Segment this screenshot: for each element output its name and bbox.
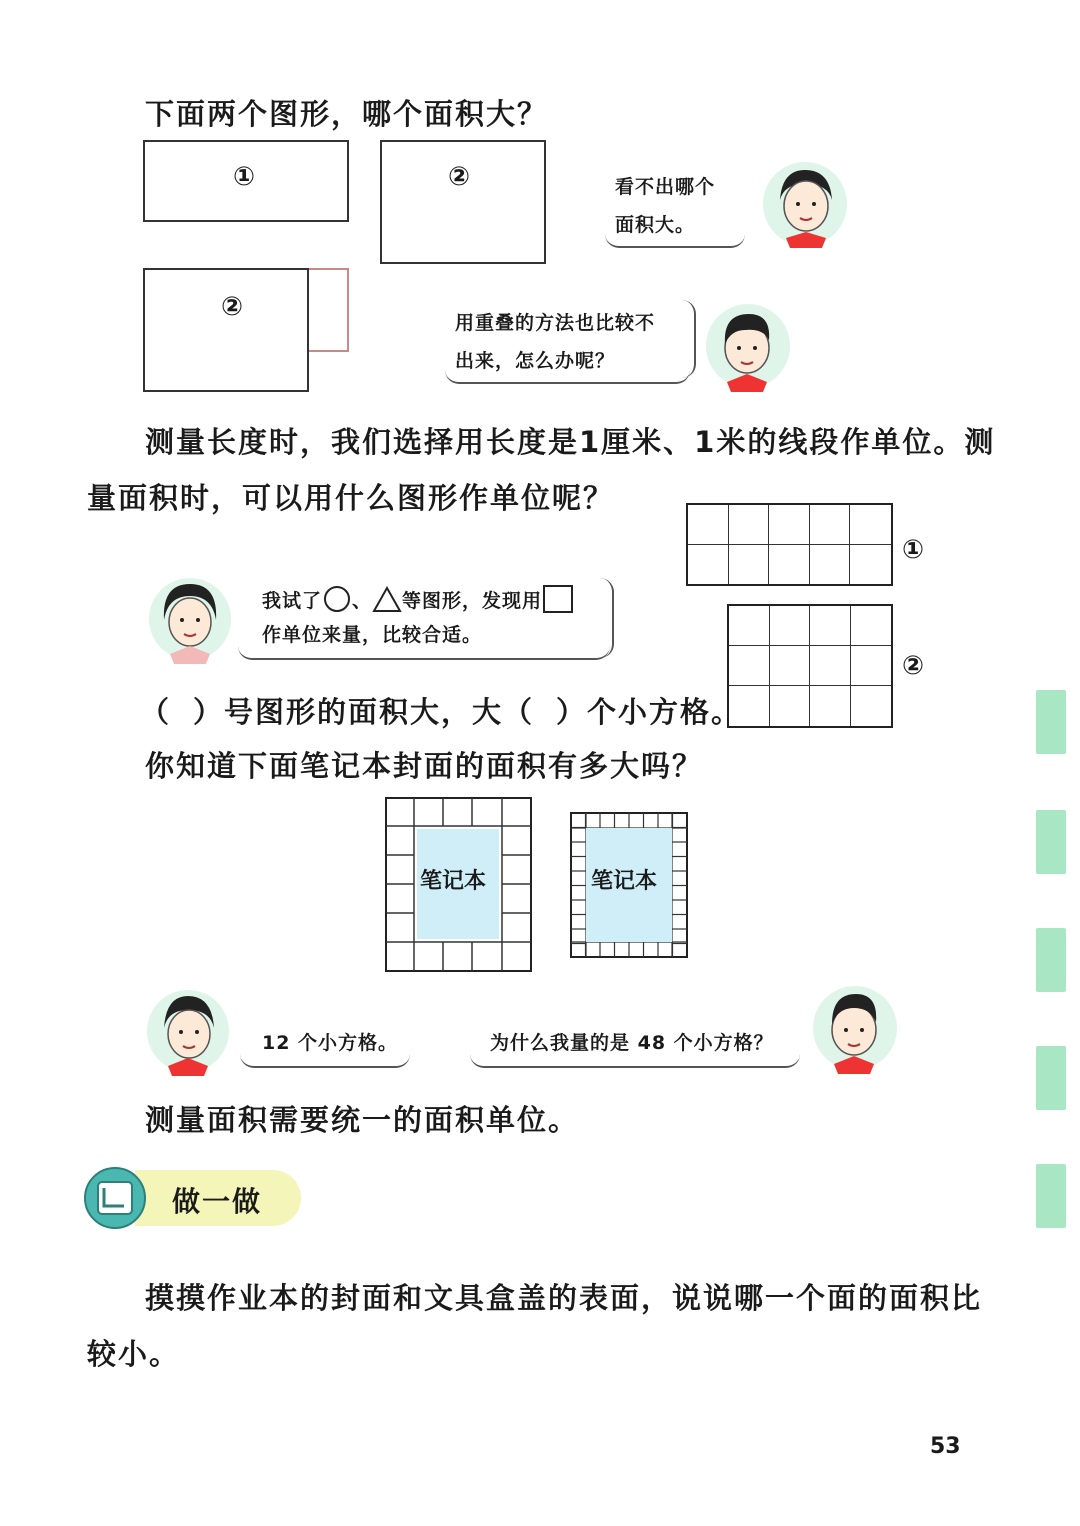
- girl-bubble-1-line2: 面积大。: [615, 214, 696, 236]
- side-tab-4: [1036, 1046, 1066, 1110]
- square-shape-icon: [542, 584, 574, 614]
- side-tab-5: [1036, 1164, 1066, 1228]
- exercise-line1: 摸摸作业本的封面和文具盒盖的表面，说说哪一个面的面积比: [145, 1281, 983, 1315]
- boy-bubble-1-edge: [680, 300, 696, 378]
- side-tab-2: [1036, 810, 1066, 874]
- page-number: 53: [930, 1434, 961, 1459]
- measure-paragraph-line1: 测量长度时，我们选择用长度是1厘米、1米的线段作单位。测: [145, 425, 996, 459]
- notebook-label-1: 笔记本: [420, 869, 487, 894]
- rectangle-2: [380, 140, 546, 264]
- side-tab-3: [1036, 928, 1066, 992]
- fill-blank-middle: ）号图形的面积大，大（: [193, 695, 535, 729]
- grid-figure-2-label: ②: [902, 651, 925, 681]
- boy-bubble-1-tail: [445, 352, 690, 384]
- overlap-rectangle-2: [143, 268, 309, 392]
- girl-avatar-3: [146, 986, 230, 1076]
- boy-bubble-1-line1: 用重叠的方法也比较不: [455, 312, 656, 334]
- girl-bubble-3: 12 个小方格。: [262, 1032, 399, 1054]
- grid-figure-1-label: ①: [902, 535, 925, 565]
- girl-bubble-1-line1: 看不出哪个: [615, 176, 716, 198]
- girl-bubble-2-line2: 作单位来量，比较合适。: [262, 624, 483, 646]
- side-tab-1: [1036, 690, 1066, 754]
- circle-shape-icon: [322, 585, 352, 613]
- notebook-label-2: 笔记本: [591, 869, 658, 894]
- rectangle-1: [143, 140, 349, 222]
- boy-bubble-3-tail: [470, 1040, 800, 1068]
- boy-bubble-3: 为什么我量的是 48 个小方格？: [490, 1032, 774, 1054]
- girl-avatar-2: [148, 574, 232, 664]
- girl-bubble-3-tail: [240, 1040, 410, 1068]
- fill-blank-open: （: [140, 695, 172, 729]
- girl-bubble-2-part2: 、: [352, 589, 373, 612]
- girl-bubble-2-part1: 我试了: [262, 589, 323, 612]
- fill-blank-question: [140, 690, 742, 731]
- girl-bubble-2-line1: [262, 584, 574, 614]
- grid-figure-1: [686, 503, 893, 586]
- rectangle-2-label: ②: [448, 162, 471, 192]
- pencil-task-icon: [82, 1166, 148, 1230]
- rectangle-1-label: ①: [233, 162, 256, 192]
- grid-figure-2: [727, 604, 893, 728]
- girl-avatar-1: [762, 158, 848, 250]
- girl-bubble-2-tail: [238, 626, 610, 660]
- triangle-shape-icon: [372, 585, 402, 613]
- girl-bubble-2-part3: 等图形，发现用: [402, 589, 543, 612]
- overlap-rectangle-2-label: ②: [221, 292, 244, 322]
- boy-avatar-3: [812, 982, 898, 1074]
- boy-avatar-1: [705, 300, 791, 392]
- section-title: 做一做: [172, 1185, 263, 1218]
- conclusion-text: 测量面积需要统一的面积单位。: [145, 1103, 580, 1137]
- measure-paragraph-line2: 量面积时，可以用什么图形作单位呢？: [87, 481, 615, 515]
- question-1: 下面两个图形，哪个面积大？: [145, 97, 549, 131]
- fill-blank-end: ）个小方格。: [556, 695, 743, 729]
- question-2: 你知道下面笔记本封面的面积有多大吗？: [145, 749, 704, 783]
- girl-bubble-2-edge: [598, 578, 614, 658]
- girl-bubble-1-tail: [605, 218, 745, 248]
- exercise-line2: 较小。: [87, 1337, 181, 1371]
- boy-bubble-1-line2: 出来，怎么办呢？: [455, 350, 616, 372]
